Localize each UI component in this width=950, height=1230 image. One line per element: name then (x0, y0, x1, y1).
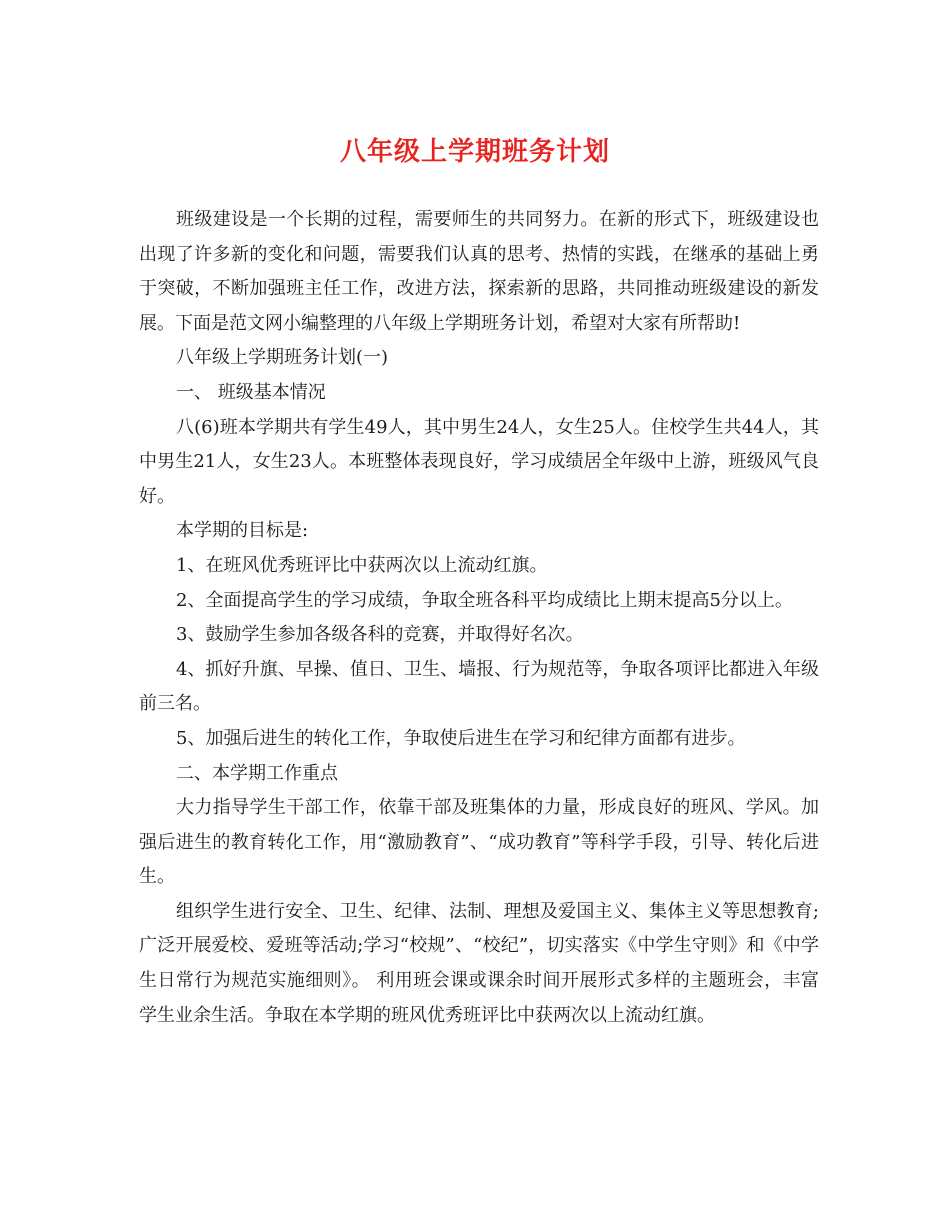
document-title: 八年级上学期班务计划 (339, 137, 610, 167)
document-body (139, 203, 819, 1033)
section-heading-basic-info: 一、 班级基本情况 (176, 381, 326, 403)
goals-heading: 本学期的目标是: (176, 520, 309, 542)
intro-paragraph: 班级建设是一个长期的过程，需要师生的共同努力。在新的形式下，班级建设也出现了许多新的变化和问题，需要我们认真的思考、热情的实践，在继承的基础上勇于突破，不断加强班主任工作，改进方法，探索新的思路，共同推动班级建设的新发展。下面是范文网小编整理的八年级上学期班务计划，希望对大家有所帮助! (139, 209, 819, 334)
work-focus-paragraph-1: 大力指导学生干部工作，依靠干部及班集体的力量，形成良好的班风、学风。加强后进生的教育转化工作，用“激励教育”、“成功教育”等科学手段，引导、转化后进生。 (139, 797, 819, 888)
work-focus-paragraph-2: 组织学生进行安全、卫生、纪律、法制、理想及爱国主义、集体主义等思想教育;广泛开展爱校、爱班等活动;学习“校规”、“校纪”，切实落实《中学生守则》和《中学生日常行为规范实施细则》。 利用班会课或课余时间开展形式多样的主题班会，丰富学生业余生活。争取在本学期的班风优秀班评比中获两次以上流动红旗。 (139, 900, 819, 1026)
section-heading-plan-one: 八年级上学期班务计划(一) (176, 347, 389, 369)
goal-item-3: 3、鼓励学生参加各级各科的竞赛，并取得好名次。 (176, 624, 584, 646)
goal-item-4: 4、抓好升旗、早操、值日、卫生、墙报、行为规范等，争取各项评比都进入年级前三名。 (139, 658, 819, 715)
class-info-paragraph: 八(6)班本学期共有学生49人，其中男生24人，女生25人。住校学生共44人，其中男生21人，女生23人。本班整体表现良好，学习成绩居全年级中上游，班级风气良好。 (139, 416, 819, 507)
section-heading-work-focus: 二、本学期工作重点 (176, 762, 338, 784)
goal-item-2: 2、全面提高学生的学习成绩，争取全班各科平均成绩比上期末提高5分以上。 (176, 589, 793, 611)
goal-item-1: 1、在班风优秀班评比中获两次以上流动红旗。 (176, 554, 548, 576)
goal-item-5: 5、加强后进生的转化工作，争取使后进生在学习和纪律方面都有进步。 (176, 727, 746, 749)
